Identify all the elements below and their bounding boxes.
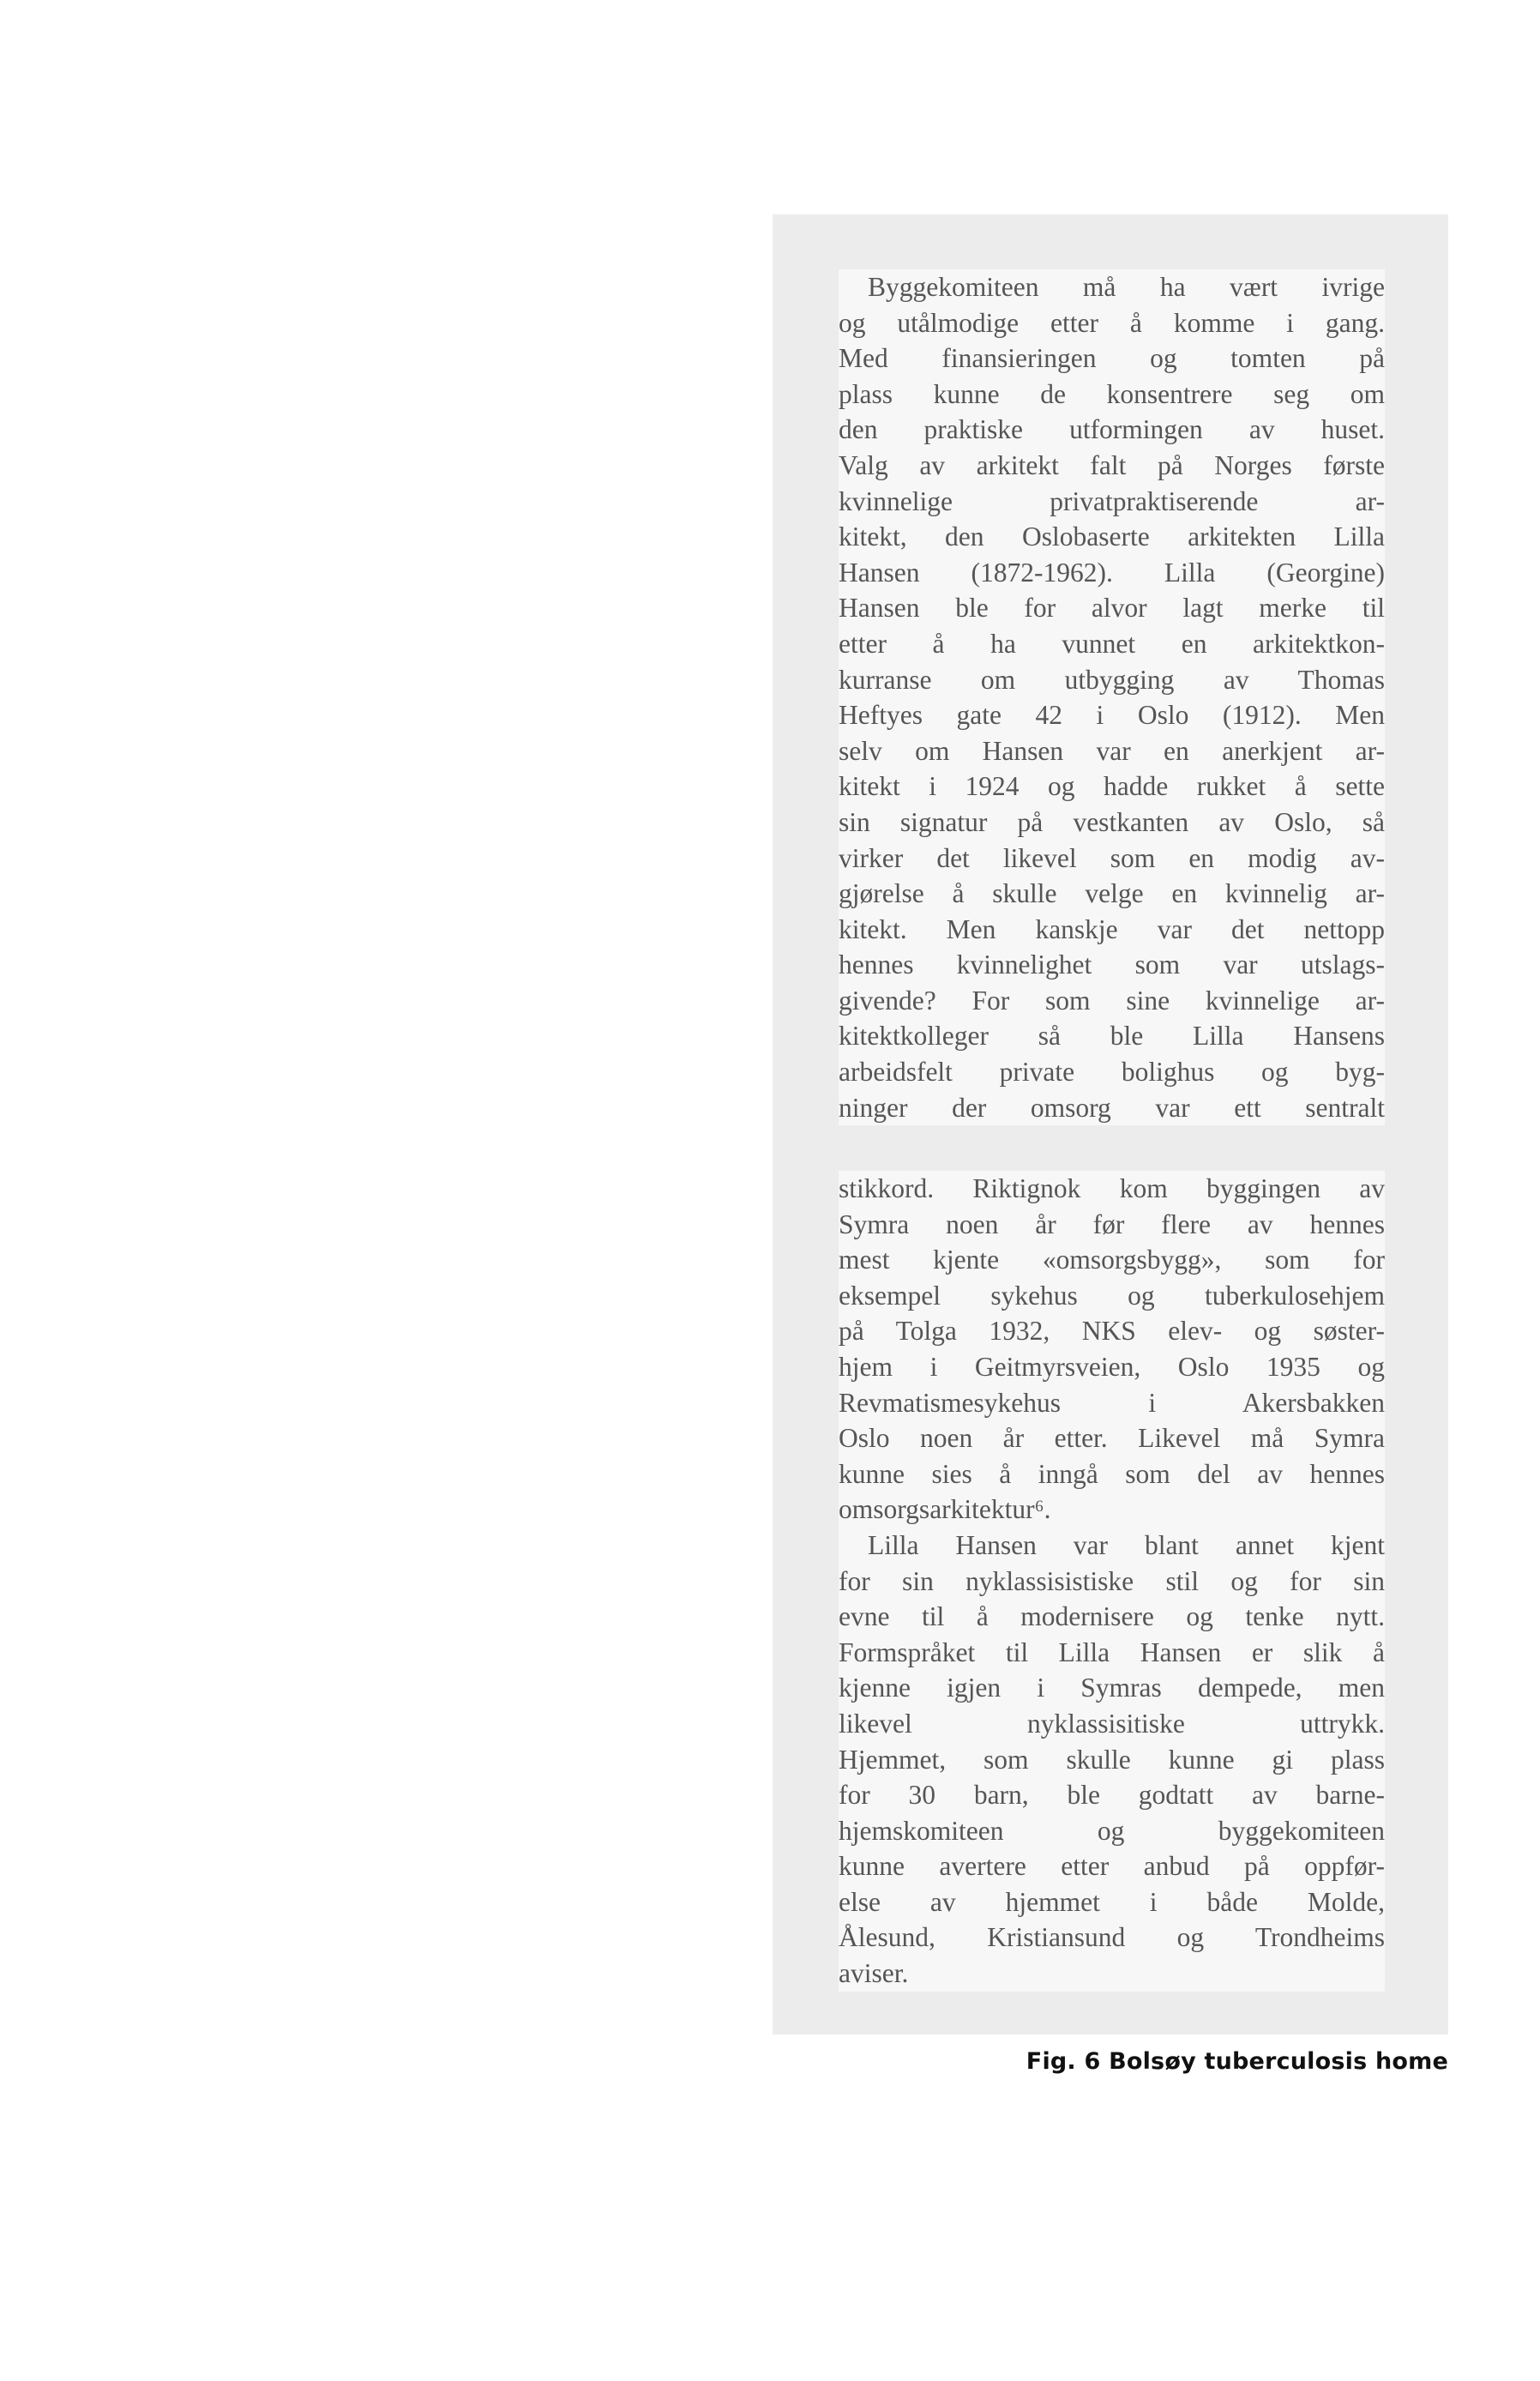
text-line: kunne avertere etter anbud på oppfør- — [839, 1851, 1385, 1882]
text-line: Hansen (1872-1962). Lilla (Georgine) — [839, 557, 1385, 588]
figure-caption: Fig. 6 Bolsøy tuberculosis home — [1026, 2048, 1448, 2075]
text-line: mest kjente «omsorgsbygg», som for — [839, 1245, 1385, 1275]
text-line: Oslo noen år etter. Likevel må Symra — [839, 1423, 1385, 1454]
text-line: evne til å modernisere og tenke nytt. — [839, 1601, 1385, 1632]
text-line: kitekt. Men kanskje var det nettopp — [839, 913, 1385, 944]
scanned-excerpt-image — [773, 214, 1448, 2034]
text-line: else av hjemmet i både Molde, — [839, 1886, 1385, 1917]
text-line: Lilla Hansen var blant annet kjent — [868, 1529, 1385, 1560]
text-line: Symra noen år før flere av hennes — [839, 1209, 1385, 1239]
text-line: arbeidsfelt private bolighus og byg- — [839, 1057, 1385, 1088]
text-line: givende? For som sine kvinnelige ar- — [839, 985, 1385, 1016]
text-line: på Tolga 1932, NKS elev- og søster- — [839, 1316, 1385, 1347]
text-line: sin signatur på vestkanten av Oslo, så — [839, 806, 1385, 837]
text-line: gjørelse å skulle velge en kvinnelig ar- — [839, 878, 1385, 909]
text-line: og utålmodige etter å komme i gang. — [839, 307, 1385, 338]
text-line: plass kunne de konsentrere seg om — [839, 378, 1385, 409]
text-line: virker det likevel som en modig av- — [839, 842, 1385, 873]
text-line: kitektkolleger så ble Lilla Hansens — [839, 1021, 1385, 1052]
text-line: Byggekomiteen må ha vært ivrige — [868, 272, 1385, 302]
text-line: Med finansieringen og tomten på — [839, 343, 1385, 374]
text-line: hjemskomiteen og byggekomiteen — [839, 1815, 1385, 1846]
scan-text-block-2 — [839, 1171, 1385, 1992]
text-line: den praktiske utformingen av huset. — [839, 414, 1385, 445]
text-line: Valg av arkitekt falt på Norges første — [839, 449, 1385, 480]
text-line: kitekt i 1924 og hadde rukket å sette — [839, 771, 1385, 802]
text-line: omsorgsarkitektur⁶. — [839, 1494, 1051, 1525]
text-line: aviser. — [839, 1958, 909, 1989]
text-line: kurranse om utbygging av Thomas — [839, 664, 1385, 695]
scan-text-block-1 — [839, 269, 1385, 1125]
text-line: hjem i Geitmyrsveien, Oslo 1935 og — [839, 1351, 1385, 1382]
text-line: for sin nyklassisistiske stil og for sin — [839, 1565, 1385, 1596]
text-line: ninger der omsorg var ett sentralt — [839, 1092, 1385, 1123]
text-line: kvinnelige privatpraktiserende ar- — [839, 485, 1385, 516]
text-line: Heftyes gate 42 i Oslo (1912). Men — [839, 700, 1385, 731]
text-line: kjenne igjen i Symras dempede, men — [839, 1673, 1385, 1703]
text-line: hennes kvinnelighet som var utslags- — [839, 949, 1385, 980]
text-line: Hansen ble for alvor lagt merke til — [839, 593, 1385, 624]
text-line: likevel nyklassisitiske uttrykk. — [839, 1708, 1385, 1739]
text-line: for 30 barn, ble godtatt av barne- — [839, 1780, 1385, 1811]
text-line: stikkord. Riktignok kom byggingen av — [839, 1173, 1385, 1203]
text-line: Revmatismesykehus i Akersbakken — [839, 1387, 1385, 1418]
text-line: kitekt, den Oslobaserte arkitekten Lilla — [839, 521, 1385, 552]
text-line: Formspråket til Lilla Hansen er slik å — [839, 1637, 1385, 1667]
text-line: etter å ha vunnet en arkitektkon- — [839, 628, 1385, 659]
text-line: Ålesund, Kristiansund og Trondheims — [839, 1922, 1385, 1953]
text-line: selv om Hansen var en anerkjent ar- — [839, 735, 1385, 766]
text-line: eksempel sykehus og tuberkulosehjem — [839, 1280, 1385, 1311]
text-line: kunne sies å inngå som del av hennes — [839, 1458, 1385, 1489]
text-line: Hjemmet, som skulle kunne gi plass — [839, 1744, 1385, 1775]
